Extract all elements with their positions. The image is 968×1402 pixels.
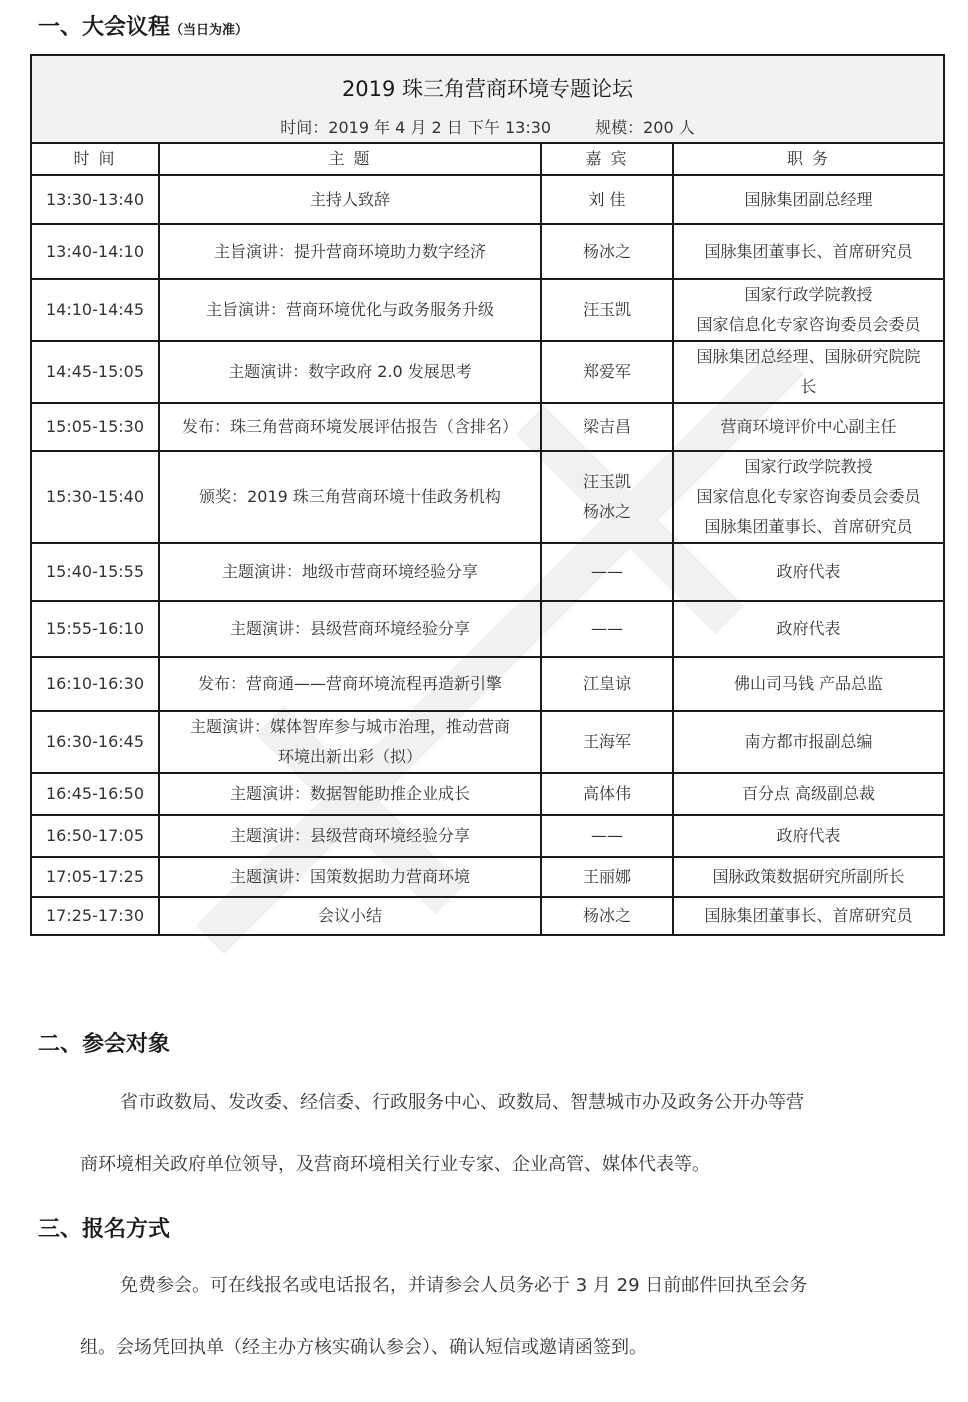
cell-topic-line: 发布：营商通——营商环境流程再造新引擎 — [197, 674, 502, 693]
table-row — [31, 657, 944, 711]
cell-guest — [541, 341, 673, 403]
cell-guest — [541, 543, 673, 601]
table-row — [31, 175, 944, 224]
cell-guest-line: 梁吉昌 — [582, 417, 631, 436]
forum-meta — [32, 104, 943, 142]
cell-time: 16:10-16:30 — [31, 657, 159, 711]
cell-position — [673, 897, 944, 935]
agenda-table — [30, 54, 945, 936]
cell-time: 15:40-15:55 — [31, 543, 159, 601]
forum-scale: 规模：200 人 — [595, 118, 695, 137]
forum-title: 2019 珠三角营商环境专题论坛 — [341, 77, 634, 101]
cell-topic-line: 主题演讲：地级市营商环境经验分享 — [221, 562, 478, 581]
cell-topic-line: 主题演讲：数字政府 2.0 发展思考 — [228, 362, 472, 381]
cell-guest — [541, 175, 673, 224]
cell-position — [673, 857, 944, 897]
cell-topic — [159, 175, 541, 224]
cell-position-line: 国脉集团副总经理 — [744, 189, 873, 209]
cell-topic-line: 会议小结 — [317, 906, 382, 925]
forum-header — [31, 55, 944, 143]
registration-line-2: 组。会场凭回执单（经主办方核实确认参会）、确认短信或邀请函签到。 — [80, 1337, 647, 1358]
cell-position-line: 国家信息化专家咨询委员会委员 — [696, 315, 921, 334]
cell-position — [673, 451, 944, 543]
cell-position — [673, 773, 944, 815]
cell-position — [673, 403, 944, 451]
cell-position — [673, 815, 944, 857]
cell-topic-line: 主旨演讲：营商环境优化与政务服务升级 — [205, 300, 494, 319]
cell-topic — [159, 601, 541, 657]
section-agenda-heading — [38, 10, 248, 41]
cell-position — [673, 224, 944, 279]
table-row — [31, 341, 944, 403]
cell-position — [673, 711, 944, 773]
cell-topic — [159, 857, 541, 897]
cell-topic-line: 主旨演讲：提升营商环境助力数字经济 — [213, 241, 486, 261]
col-header-position: 职 务 — [673, 143, 944, 175]
cell-topic-line: 主题演讲：数据智能助推企业成长 — [229, 784, 470, 803]
cell-guest-line: —— — [591, 826, 623, 845]
cell-guest-line: 刘 佳 — [588, 189, 626, 209]
cell-position-line: 国脉集团总经理、国脉研究院院 — [696, 347, 921, 366]
cell-time: 15:05-15:30 — [31, 403, 159, 451]
cell-time: 16:45-16:50 — [31, 773, 159, 815]
cell-guest-line: —— — [591, 619, 623, 638]
cell-topic — [159, 657, 541, 711]
cell-guest-line: 杨冰之 — [582, 502, 631, 521]
cell-topic-line: 主题演讲：县级营商环境经验分享 — [229, 619, 470, 638]
cell-guest-line: 王海军 — [582, 732, 631, 751]
cell-guest — [541, 403, 673, 451]
cell-guest — [541, 601, 673, 657]
cell-position-line: 国家信息化专家咨询委员会委员 — [696, 487, 921, 506]
cell-time: 13:40-14:10 — [31, 224, 159, 279]
cell-time: 14:45-15:05 — [31, 341, 159, 403]
cell-topic — [159, 403, 541, 451]
cell-time: 14:10-14:45 — [31, 279, 159, 341]
table-row — [31, 279, 944, 341]
cell-guest-line: 汪玉凯 — [582, 472, 631, 491]
cell-position — [673, 279, 944, 341]
cell-position-line: 国脉政策数据研究所副所长 — [712, 867, 905, 886]
cell-guest-line: 汪玉凯 — [582, 300, 631, 319]
cell-topic — [159, 711, 541, 773]
cell-time: 17:25-17:30 — [31, 897, 159, 935]
cell-position-line: 国脉集团董事长、首席研究员 — [704, 517, 913, 536]
attendees-line-1: 省市政数局、发改委、经信委、行政服务中心、政数局、智慧城市办及政务公开办等营 — [120, 1092, 804, 1113]
cell-position-line: 营商环境评价中心副主任 — [720, 417, 897, 436]
cell-topic — [159, 897, 541, 935]
cell-topic — [159, 224, 541, 279]
agenda-body — [31, 175, 944, 935]
cell-topic — [159, 543, 541, 601]
cell-position-line: 国家行政学院教授 — [744, 285, 873, 304]
cell-position-line: 国脉集团董事长、首席研究员 — [704, 241, 913, 261]
col-header-topic: 主 题 — [159, 143, 541, 175]
cell-position — [673, 657, 944, 711]
col-header-time: 时 间 — [31, 143, 159, 175]
cell-guest-line: 杨冰之 — [582, 241, 631, 261]
table-row — [31, 897, 944, 935]
table-row — [31, 451, 944, 543]
attendees-paragraph — [80, 1072, 930, 1196]
cell-topic-line: 主题演讲：县级营商环境经验分享 — [229, 826, 470, 845]
cell-position — [673, 543, 944, 601]
cell-position-line: 政府代表 — [776, 826, 841, 845]
cell-topic — [159, 279, 541, 341]
cell-time: 15:55-16:10 — [31, 601, 159, 657]
cell-time: 17:05-17:25 — [31, 857, 159, 897]
cell-topic-line: 主持人致辞 — [309, 189, 390, 209]
cell-time: 16:30-16:45 — [31, 711, 159, 773]
cell-topic-line: 主题演讲：国策数据助力营商环境 — [229, 867, 470, 886]
cell-position-line: 国家行政学院教授 — [744, 457, 873, 476]
forum-time: 时间：2019 年 4 月 2 日 下午 13:30 — [280, 118, 552, 137]
table-row — [31, 601, 944, 657]
cell-time: 13:30-13:40 — [31, 175, 159, 224]
cell-guest — [541, 773, 673, 815]
table-row — [31, 857, 944, 897]
cell-guest — [541, 711, 673, 773]
cell-position-line: 南方都市报副总编 — [744, 732, 873, 751]
cell-position — [673, 341, 944, 403]
cell-position-line: 国脉集团董事长、首席研究员 — [704, 906, 913, 925]
cell-position-line: 百分点 高级副总裁 — [741, 784, 876, 803]
cell-guest — [541, 657, 673, 711]
cell-topic-line: 颁奖：2019 珠三角营商环境十佳政务机构 — [199, 487, 501, 506]
cell-topic — [159, 341, 541, 403]
cell-topic-line: 环境出新出彩（拟） — [277, 747, 422, 766]
table-header-row — [31, 143, 944, 175]
registration-paragraph — [80, 1255, 930, 1379]
section-attendees-title: 二、参会对象 — [38, 1032, 171, 1057]
cell-guest-line: 杨冰之 — [582, 906, 631, 925]
cell-position — [673, 175, 944, 224]
cell-position-line: 佛山司马钱 产品总监 — [733, 674, 884, 693]
table-row — [31, 773, 944, 815]
section-registration-title: 三、报名方式 — [38, 1217, 171, 1242]
col-header-guest: 嘉 宾 — [541, 143, 673, 175]
cell-position-line: 政府代表 — [776, 619, 841, 638]
cell-guest-line: 王丽娜 — [582, 867, 631, 886]
cell-position-line: 政府代表 — [776, 562, 841, 581]
cell-guest — [541, 857, 673, 897]
cell-time: 16:50-17:05 — [31, 815, 159, 857]
cell-topic-line: 主题演讲：媒体智库参与城市治理，推动营商 — [189, 717, 510, 736]
attendees-line-2: 商环境相关政府单位领导，及营商环境相关行业专家、企业高管、媒体代表等。 — [80, 1154, 710, 1175]
cell-guest-line: 郑爱军 — [582, 362, 631, 381]
table-row — [31, 815, 944, 857]
section-agenda-note: （当日为准） — [170, 23, 249, 38]
cell-guest-line: —— — [591, 562, 623, 581]
cell-position-line: 长 — [800, 377, 817, 396]
cell-guest-line: 江皇谅 — [582, 674, 631, 693]
table-row — [31, 711, 944, 773]
cell-guest-line: 高体伟 — [582, 784, 631, 803]
cell-guest — [541, 451, 673, 543]
cell-topic-line: 发布：珠三角营商环境发展评估报告（含排名） — [181, 417, 518, 436]
registration-line-1: 免费参会。可在线报名或电话报名，并请参会人员务必于 3 月 29 日前邮件回执至会务 — [120, 1275, 808, 1296]
cell-guest — [541, 279, 673, 341]
section-agenda-title: 一、大会议程 — [38, 15, 171, 40]
cell-topic — [159, 815, 541, 857]
cell-guest — [541, 224, 673, 279]
table-row — [31, 224, 944, 279]
cell-topic — [159, 773, 541, 815]
cell-position — [673, 601, 944, 657]
cell-guest — [541, 815, 673, 857]
cell-guest — [541, 897, 673, 935]
cell-topic — [159, 451, 541, 543]
table-row — [31, 543, 944, 601]
cell-time: 15:30-15:40 — [31, 451, 159, 543]
table-row — [31, 403, 944, 451]
